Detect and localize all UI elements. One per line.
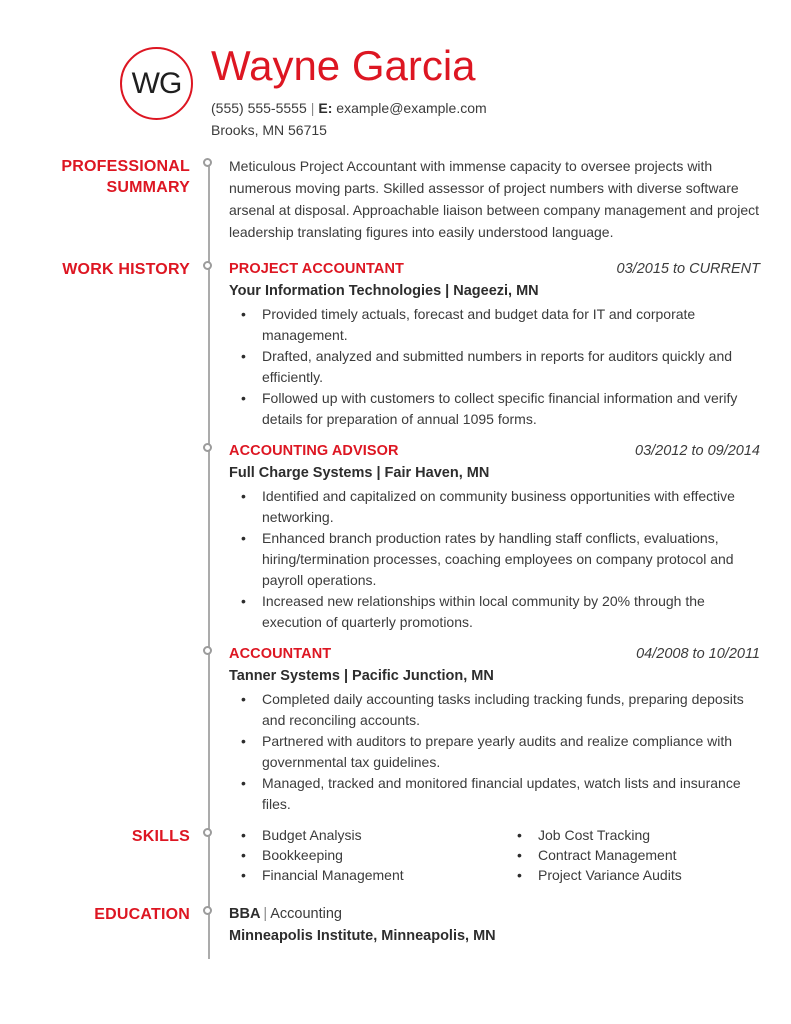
skills-column-2 xyxy=(505,825,760,885)
job-bullet-list xyxy=(229,689,760,815)
degree: BBA xyxy=(229,906,261,922)
section-work-history-job-2 xyxy=(40,440,760,633)
degree-field: Accounting xyxy=(270,906,342,922)
candidate-name: Wayne Garcia xyxy=(211,42,476,89)
job-bullet: • Followed up with customers to collect specific financial information and verify details for preparation of annual 1095 forms. xyxy=(229,388,760,430)
job-bullet: • Drafted, analyzed and submitted numbers in reports for auditors quickly and efficiently. xyxy=(229,346,760,388)
job-company: Tanner Systems | Pacific Junction, MN xyxy=(229,668,494,684)
job-bullet: • Provided timely actuals, forecast and budget data for IT and corporate management. xyxy=(229,304,760,346)
contact-separator: | xyxy=(310,100,315,116)
summary-content xyxy=(229,155,760,243)
job-entry xyxy=(229,643,760,815)
education-content xyxy=(229,903,760,947)
timeline-node xyxy=(203,158,212,167)
section-heading-work-history: WORK HISTORY xyxy=(62,261,190,278)
job-bullet-list xyxy=(229,304,760,430)
job-bullet: • Increased new relationships within local community by 20% through the execution of quarterly promotions. xyxy=(229,591,760,633)
job-title: ACCOUNTING ADVISOR xyxy=(229,443,399,459)
job-bullet: • Managed, tracked and monitored financial updates, watch lists and insurance files. xyxy=(229,773,760,815)
skill-item: • Bookkeeping xyxy=(229,845,505,865)
timeline-cell xyxy=(190,643,229,815)
job-company: Your Information Technologies | Nageezi, MN xyxy=(229,283,539,299)
job-header xyxy=(229,643,760,665)
timeline-cell xyxy=(190,155,229,243)
job-title: ACCOUNTANT xyxy=(229,646,332,662)
skill-item: • Budget Analysis xyxy=(229,825,505,845)
section-work-history-job-3 xyxy=(40,643,760,815)
job-bullet: • Partnered with auditors to prepare yearly audits and realize compliance with governmental tax guidelines. xyxy=(229,731,760,773)
phone-number: (555) 555-5555 xyxy=(211,100,307,116)
section-education xyxy=(40,903,760,947)
section-heading-empty xyxy=(40,643,190,815)
timeline-cell xyxy=(190,440,229,633)
header-text-block xyxy=(211,42,487,141)
monogram-badge xyxy=(120,47,193,120)
job-header xyxy=(229,440,760,462)
skill-item: • Contract Management xyxy=(505,845,760,865)
resume-header xyxy=(0,0,791,155)
summary-text: Meticulous Project Accountant with immense capacity to oversee projects with numerous moving parts. Skilled assessor of project numbers with diverse software arsenal at disposal. Approachable liaison between company management and project leadership translating figures into easily understood language. xyxy=(229,158,760,240)
job-entry xyxy=(229,258,760,430)
section-heading-skills: SKILLS xyxy=(131,828,190,845)
timeline-node xyxy=(203,828,212,837)
job-header xyxy=(229,258,760,280)
section-heading-empty xyxy=(40,440,190,633)
timeline-node xyxy=(203,906,212,915)
skill-item: • Job Cost Tracking xyxy=(505,825,760,845)
degree-separator: | xyxy=(263,906,268,922)
monogram-initials: WG xyxy=(131,66,182,100)
timeline-cell xyxy=(190,258,229,430)
resume-body xyxy=(0,155,791,957)
timeline-node xyxy=(203,646,212,655)
section-professional-summary xyxy=(40,155,760,243)
skill-item: • Project Variance Audits xyxy=(505,865,760,885)
email-label: E: xyxy=(318,100,333,116)
job-company: Full Charge Systems | Fair Haven, MN xyxy=(229,465,490,481)
timeline-cell xyxy=(190,825,229,885)
job-bullet: • Identified and capitalized on community business opportunities with effective networking. xyxy=(229,486,760,528)
contact-line xyxy=(211,97,487,119)
job-bullet-list xyxy=(229,486,760,633)
address: Brooks, MN 56715 xyxy=(211,122,327,138)
skills-content xyxy=(229,825,760,885)
section-work-history-job-1 xyxy=(40,258,760,430)
job-dates: 03/2015 to CURRENT xyxy=(616,261,760,277)
education-degree-line xyxy=(229,903,760,925)
timeline-node xyxy=(203,443,212,452)
job-bullet: • Enhanced branch production rates by handling staff conflicts, evaluations, hiring/termination processes, coaching employees on company protocol and payroll operations. xyxy=(229,528,760,591)
timeline-cell xyxy=(190,903,229,947)
skills-columns xyxy=(229,825,760,885)
education-school: Minneapolis Institute, Minneapolis, MN xyxy=(229,928,496,944)
section-skills xyxy=(40,825,760,885)
section-heading-education: EDUCATION xyxy=(94,906,190,923)
job-bullet: • Completed daily accounting tasks including tracking funds, preparing deposits and reconciling accounts. xyxy=(229,689,760,731)
skills-column-1 xyxy=(229,825,505,885)
timeline-node xyxy=(203,261,212,270)
job-title: PROJECT ACCOUNTANT xyxy=(229,261,404,277)
email-address: example@example.com xyxy=(336,100,487,116)
job-dates: 03/2012 to 09/2014 xyxy=(635,443,760,459)
job-dates: 04/2008 to 10/2011 xyxy=(636,646,760,662)
skill-item: • Financial Management xyxy=(229,865,505,885)
job-entry xyxy=(229,440,760,633)
section-heading-professional-summary: PROFESSIONAL SUMMARY xyxy=(61,158,190,196)
